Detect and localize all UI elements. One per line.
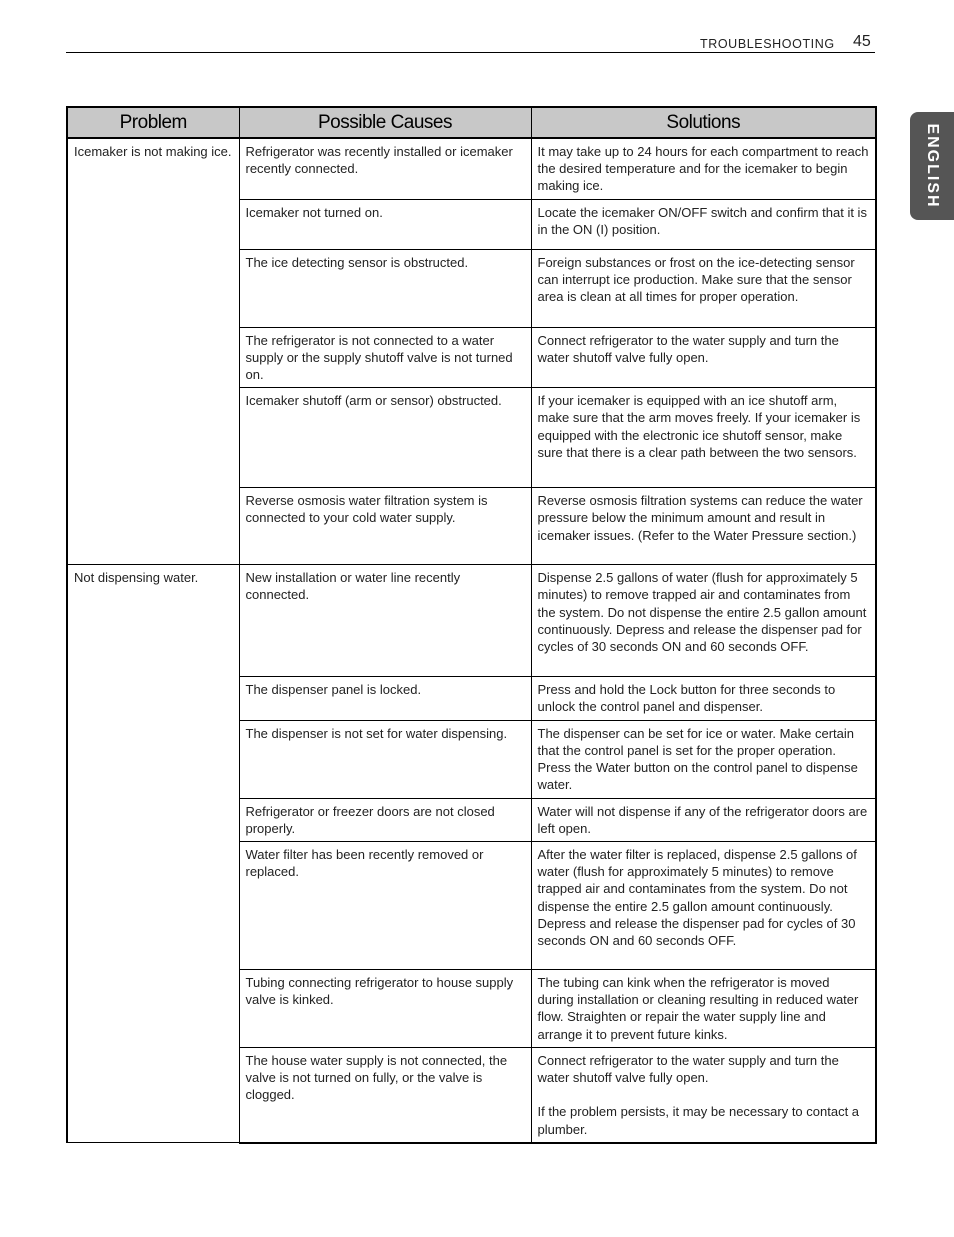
solution-cell: The tubing can kink when the refrigerator is moved during installation or cleaning resulting in reduced water flow. Straighten or repair the water supply line and arrange it to prevent future kinks. — [531, 970, 876, 1048]
cause-cell: Icemaker not turned on. — [239, 199, 531, 249]
cause-cell: Reverse osmosis water filtration system is connected to your cold water supply. — [239, 488, 531, 565]
problem-cell: Icemaker is not making ice. — [67, 138, 239, 565]
cause-cell: The house water supply is not connected, the valve is not turned on fully, or the valve is clogged. — [239, 1048, 531, 1143]
cause-cell: New installation or water line recently connected. — [239, 565, 531, 677]
header-rule — [66, 52, 875, 53]
paragraph-gap — [538, 1086, 870, 1103]
cause-cell: The dispenser panel is locked. — [239, 677, 531, 720]
section-title: TROUBLESHOOTING — [700, 37, 835, 51]
table-header-row — [67, 107, 876, 138]
column-header-causes: Possible Causes — [239, 107, 531, 138]
table-row — [67, 565, 876, 677]
solution-cell: Dispense 2.5 gallons of water (flush for approximately 5 minutes) to remove trapped air and contaminates from the system. Do not dispense the entire 2.5 gallon amount continuously. Depress and release the dispenser pad for cycles of 30 seconds ON and 60 seconds OFF. — [531, 565, 876, 677]
solution-cell: Foreign substances or frost on the ice-detecting sensor can interrupt ice production. Make sure that the sensor area is clean at all times for proper operation. — [531, 249, 876, 327]
problem-cell: Not dispensing water. — [67, 565, 239, 1143]
troubleshooting-table — [66, 106, 877, 1144]
solution-cell: Water will not dispense if any of the refrigerator doors are left open. — [531, 798, 876, 841]
cause-cell: Tubing connecting refrigerator to house supply valve is kinked. — [239, 970, 531, 1048]
solution-cell: If your icemaker is equipped with an ice shutoff arm, make sure that the arm moves freely. If your icemaker is equipped with the electronic ice shutoff sensor, make sure that there is a clear path between the two sensors. — [531, 388, 876, 488]
solution-cell: Connect refrigerator to the water supply and turn the water shutoff valve fully open. — [531, 327, 876, 388]
solution-cell — [531, 1048, 876, 1143]
column-header-problem: Problem — [67, 107, 239, 138]
table-row — [67, 138, 876, 199]
solution-cell: Locate the icemaker ON/OFF switch and confirm that it is in the ON (I) position. — [531, 199, 876, 249]
solution-text: Connect refrigerator to the water supply and turn the water shutoff valve fully open. — [537, 1053, 839, 1086]
solution-cell: Press and hold the Lock button for three seconds to unlock the control panel and dispenser. — [531, 677, 876, 720]
solution-cell: It may take up to 24 hours for each compartment to reach the desired temperature and for the icemaker to begin making ice. — [531, 138, 876, 199]
cause-cell: The ice detecting sensor is obstructed. — [239, 249, 531, 327]
cause-cell: Refrigerator or freezer doors are not closed properly. — [239, 798, 531, 841]
solution-cell: Reverse osmosis filtration systems can reduce the water pressure below the minimum amount and result in icemaker issues. (Refer to the Water Pressure section.) — [531, 488, 876, 565]
cause-cell: The dispenser is not set for water dispensing. — [239, 720, 531, 798]
page-number: 45 — [853, 33, 871, 50]
cause-cell: Refrigerator was recently installed or icemaker recently connected. — [239, 138, 531, 199]
language-tab-label: ENGLISH — [924, 123, 941, 209]
language-tab — [910, 112, 954, 220]
solution-text-extra: If the problem persists, it may be necessary to contact a plumber. — [537, 1104, 860, 1137]
solution-cell: The dispenser can be set for ice or water. Make certain that the control panel is set for the proper operation. Press the Water button on the control panel to dispense water. — [531, 720, 876, 798]
cause-cell: Water filter has been recently removed or replaced. — [239, 842, 531, 970]
cause-cell: The refrigerator is not connected to a water supply or the supply shutoff valve is not turned on. — [239, 327, 531, 388]
cause-cell: Icemaker shutoff (arm or sensor) obstructed. — [239, 388, 531, 488]
solution-cell: After the water filter is replaced, dispense 2.5 gallons of water (flush for approximately 5 minutes) to remove trapped air and contaminates from the system. Do not dispense the entire 2.5 gallon amount continuously. Depress and release the dispenser pad for cycles of 30 seconds ON and 60 seconds OFF. — [531, 842, 876, 970]
column-header-solutions: Solutions — [531, 107, 876, 138]
